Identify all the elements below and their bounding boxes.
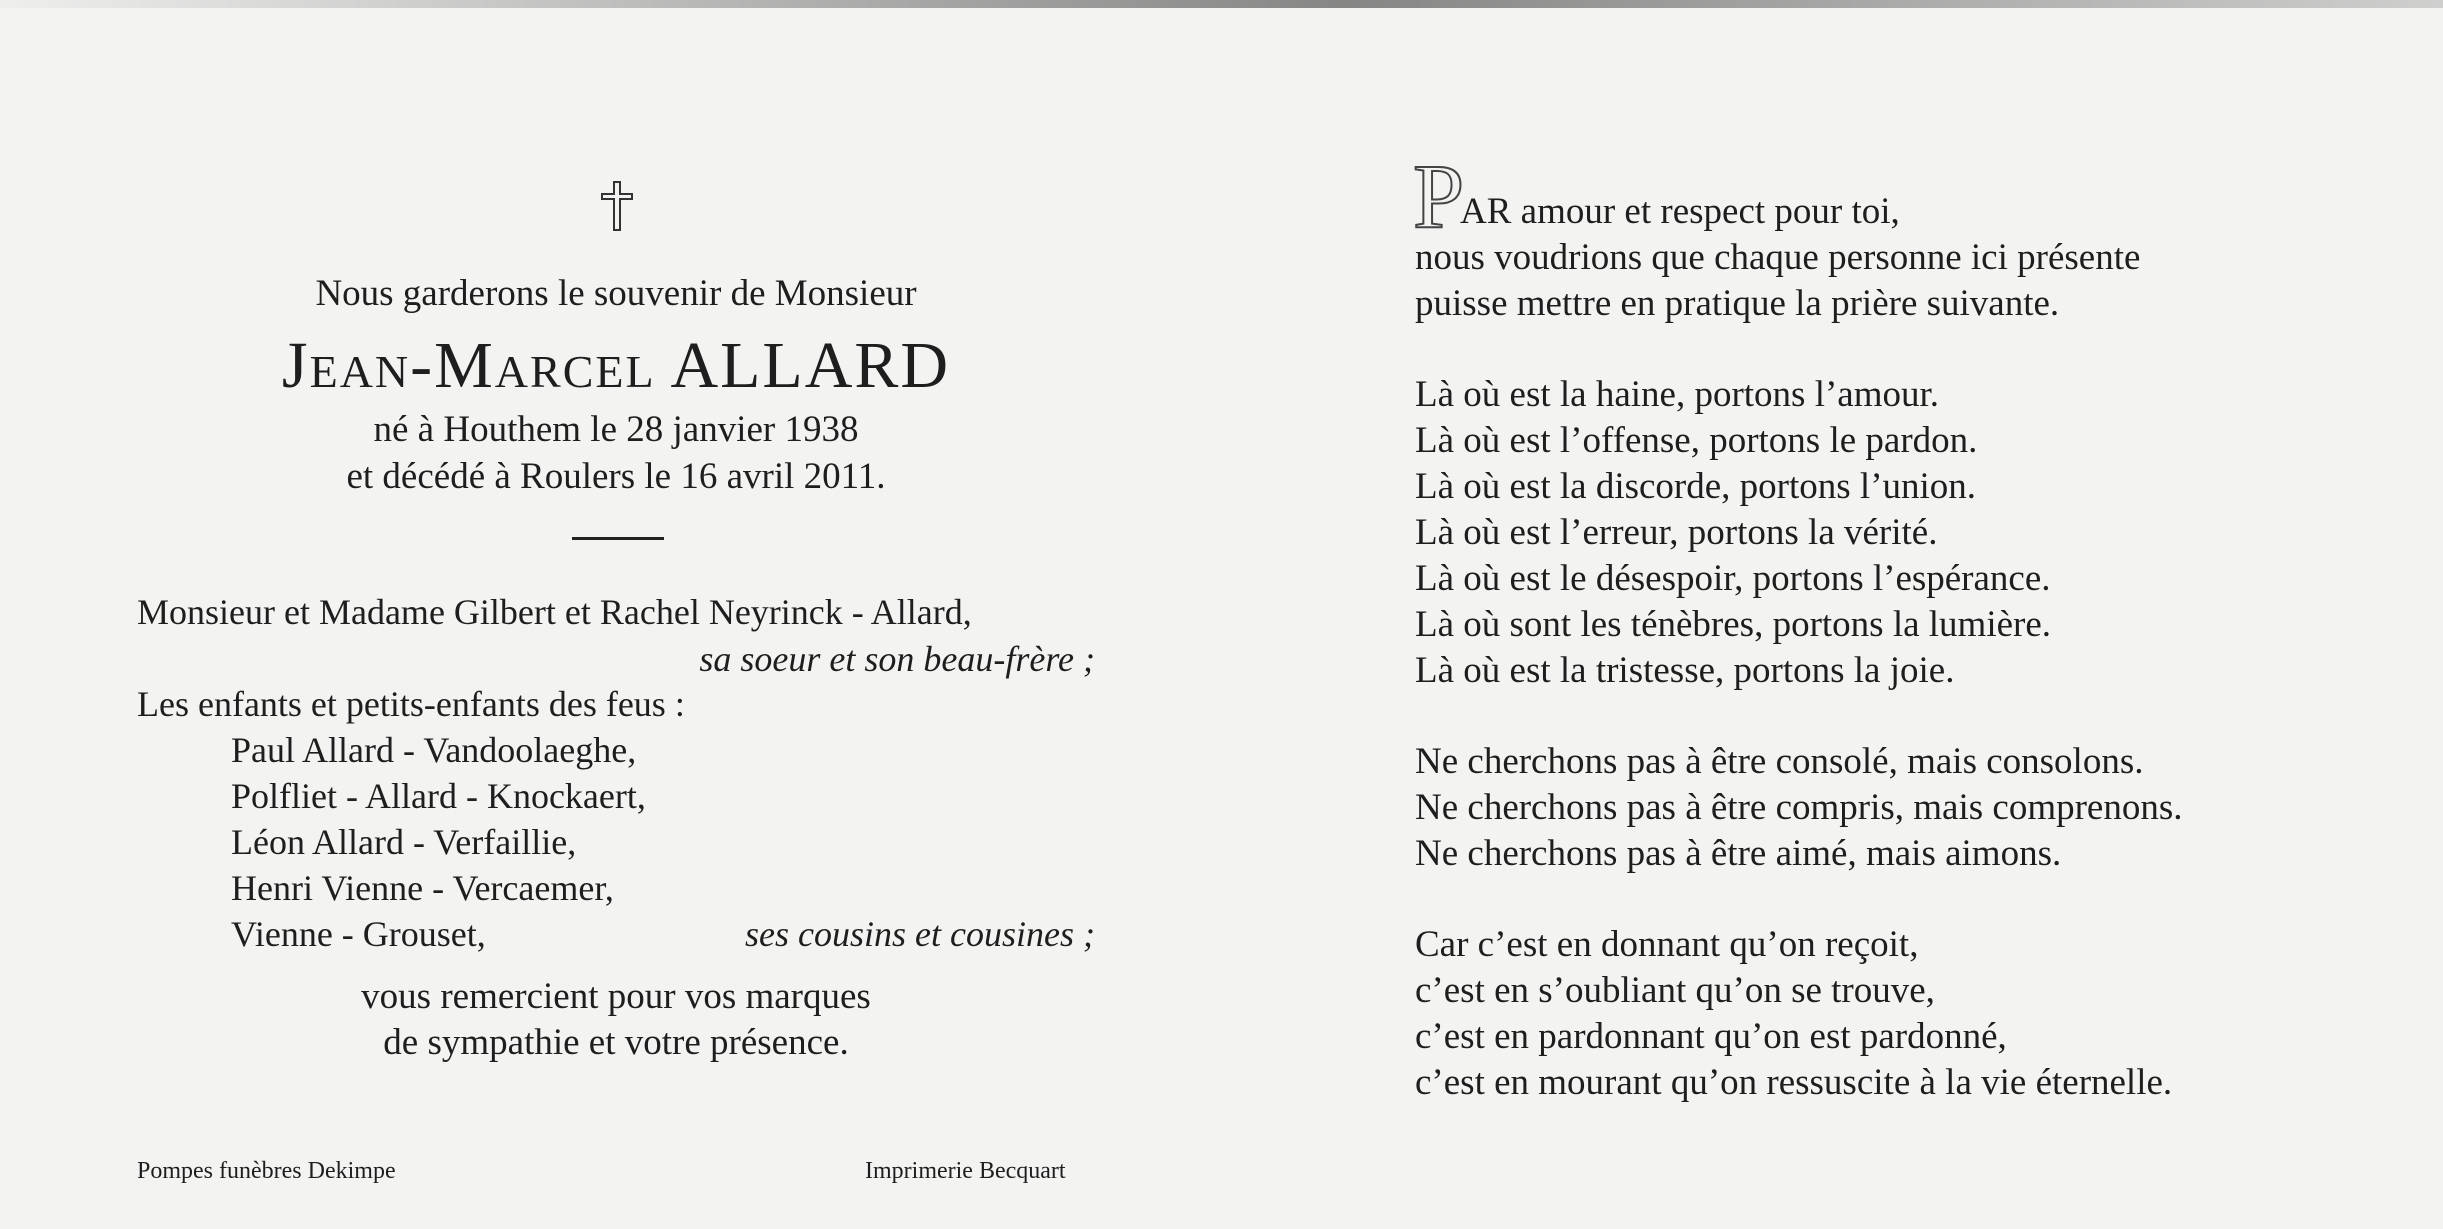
- family-name: Henri Vienne - Vercaemer,: [231, 868, 614, 908]
- family-name: Léon Allard - Verfaillie,: [231, 822, 577, 862]
- prayer-intro-line: nous voudrions que chaque personne ici présente: [1415, 237, 2141, 278]
- prayer-stanza1-line: Là où est la haine, portons l’amour.: [1415, 374, 1940, 415]
- death-line: et décédé à Roulers le 16 avril 2011.: [346, 456, 886, 497]
- intro-text: Nous garderons le souvenir de Monsieur: [315, 273, 917, 314]
- prayer-stanza3-line: Car c’est en donnant qu’on reçoit,: [1415, 924, 1919, 965]
- family-line-2: Les enfants et petits-enfants des feus :: [137, 684, 685, 724]
- deceased-first-name: Jean-Marcel: [281, 329, 656, 402]
- thanks-line-2: de sympathie et votre présence.: [383, 1022, 849, 1063]
- family-name: Paul Allard - Vandoolaeghe,: [231, 730, 637, 770]
- prayer-intro-line: AR amour et respect pour toi,: [1460, 191, 1900, 232]
- printer-name: Imprimerie Becquart: [865, 1158, 1066, 1184]
- latin-cross-icon: [600, 180, 634, 232]
- prayer-stanza2-line: Ne cherchons pas à être aimé, mais aimons.: [1415, 833, 2062, 874]
- prayer-stanza1-line: Là où est l’offense, portons le pardon.: [1415, 420, 1978, 461]
- divider: [572, 537, 664, 540]
- prayer-stanza3-line: c’est en s’oubliant qu’on se trouve,: [1415, 970, 1935, 1011]
- prayer-intro-line: puisse mettre en pratique la prière suivante.: [1415, 283, 2060, 324]
- family-names-role: ses cousins et cousines ;: [745, 914, 1095, 954]
- family-line-1: Monsieur et Madame Gilbert et Rachel Neyrinck - Allard,: [137, 592, 972, 632]
- family-line-1-role: sa soeur et son beau-frère ;: [699, 639, 1095, 679]
- deceased-last-name: ALLARD: [670, 329, 951, 402]
- prayer-stanza1-line: Là où est la tristesse, portons la joie.: [1415, 650, 1955, 691]
- prayer-stanza3-line: c’est en pardonnant qu’on est pardonné,: [1415, 1016, 2007, 1057]
- deceased-name: [150, 328, 1082, 404]
- family-name: Vienne - Grouset,: [231, 914, 486, 954]
- family-name: Polfliet - Allard - Knockaert,: [231, 776, 646, 816]
- prayer-stanza1-line: Là où est l’erreur, portons la vérité.: [1415, 512, 1938, 553]
- funeral-home: Pompes funèbres Dekimpe: [137, 1158, 396, 1184]
- drop-cap-letter: P: [1413, 145, 1465, 247]
- thanks-line-1: vous remercient pour vos marques: [361, 976, 871, 1017]
- birth-line: né à Houthem le 28 janvier 1938: [373, 409, 859, 450]
- prayer-stanza3-line: c’est en mourant qu’on ressuscite à la vie éternelle.: [1415, 1062, 2173, 1103]
- prayer-stanza1-line: Là où sont les ténèbres, portons la lumière.: [1415, 604, 2052, 645]
- prayer-stanza1-line: Là où est la discorde, portons l’union.: [1415, 466, 1977, 507]
- prayer-stanza2-line: Ne cherchons pas à être compris, mais comprenons.: [1415, 787, 2183, 828]
- prayer-stanza2-line: Ne cherchons pas à être consolé, mais consolons.: [1415, 741, 2144, 782]
- prayer-stanza1-line: Là où est le désespoir, portons l’espérance.: [1415, 558, 2051, 599]
